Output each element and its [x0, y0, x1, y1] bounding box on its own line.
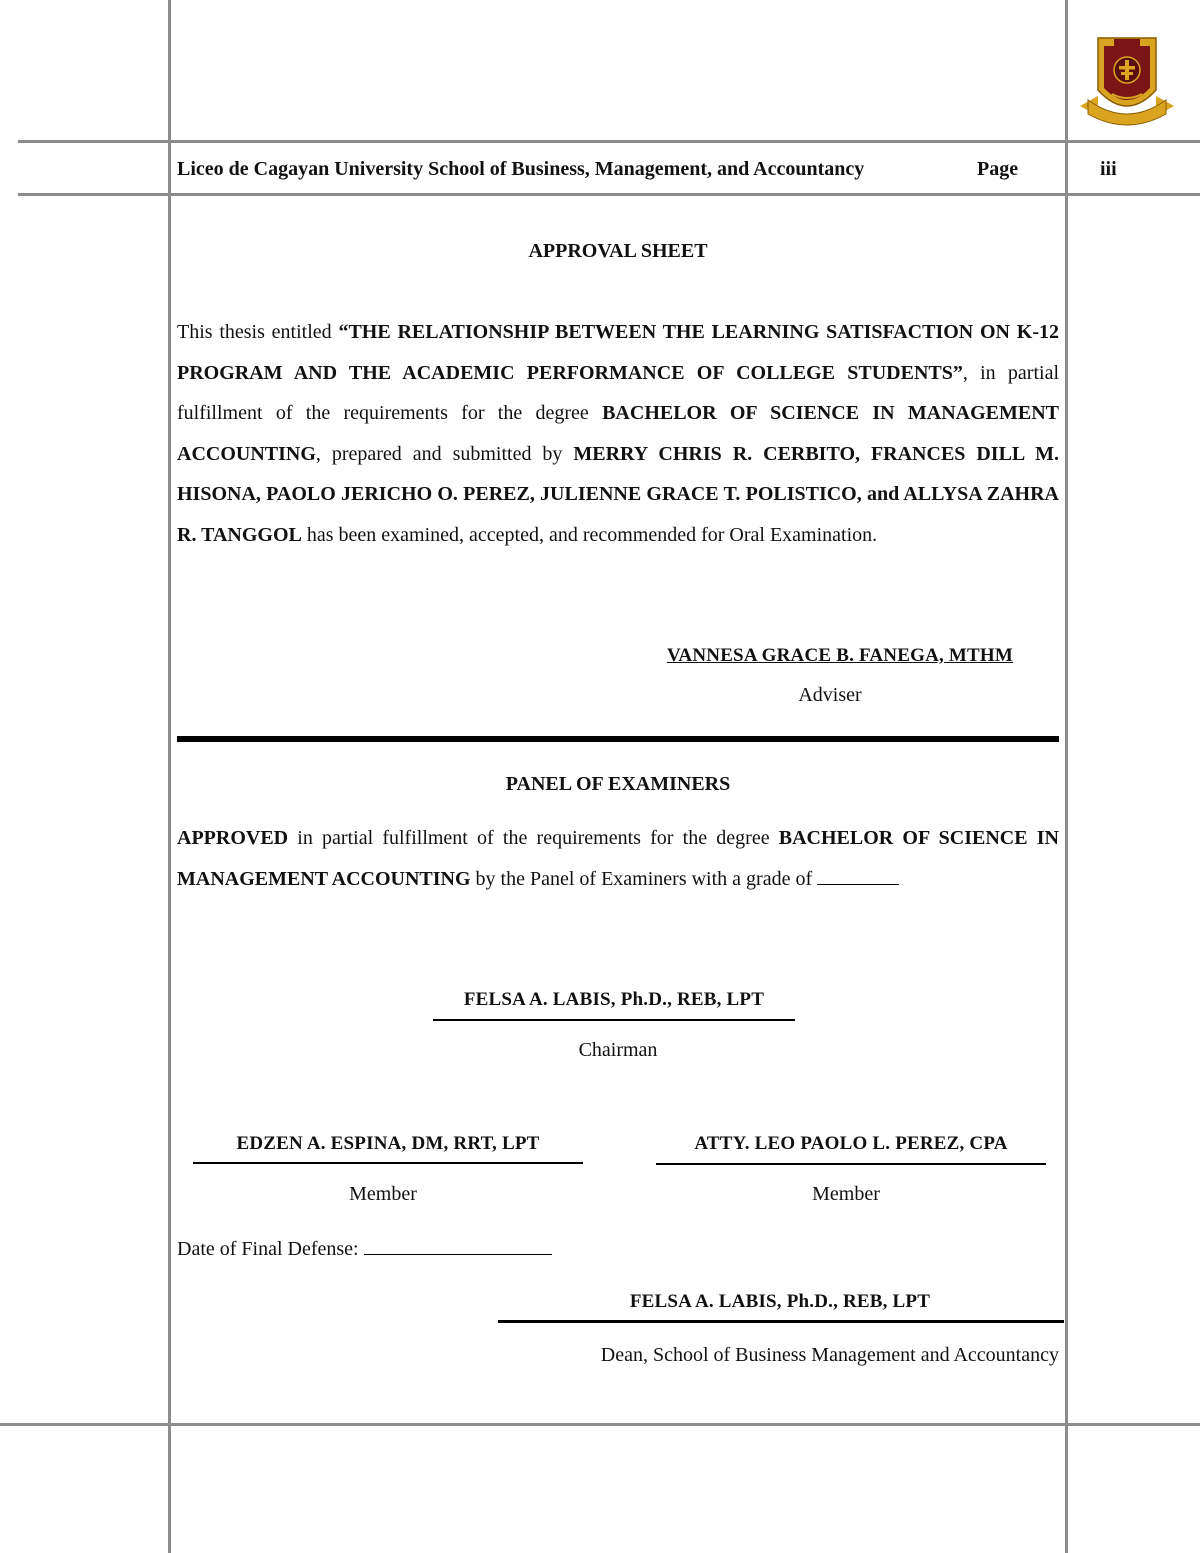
chairman-signature-line: [433, 1019, 795, 1021]
header-bottom-line: [18, 193, 1200, 196]
thesis-title: “THE RELATIONSHIP BETWEEN THE LEARNING SATISFACTION ON K-12 PROGRAM AND THE ACADEMIC PERFORMANCE OF COLLEGE STUDENTS”: [177, 321, 1059, 384]
approval-text-3: , prepared and submitted by: [315, 442, 574, 465]
panel-text-1: in partial fulfillment of the requirements for the degree: [288, 827, 779, 849]
approved-label: APPROVED: [177, 827, 289, 849]
defense-date-row: [177, 1238, 552, 1261]
panel-degree-name: BACHELOR OF SCIENCE IN MANAGEMENT ACCOUNTING: [177, 827, 1059, 890]
member2-signature-line: [656, 1163, 1046, 1165]
header-top-line: [18, 140, 1200, 143]
approval-paragraph: [177, 312, 1059, 555]
header-page-number: iii: [1100, 158, 1117, 180]
grade-blank[interactable]: [817, 884, 899, 885]
dean-signature-line: [498, 1320, 1064, 1323]
approval-text-1: This thesis entitled: [177, 321, 339, 343]
adviser-role: Adviser: [798, 684, 862, 706]
degree-name: BACHELOR OF SCIENCE IN MANAGEMENT ACCOUNTING: [177, 402, 1059, 465]
member2-role: Member: [812, 1183, 880, 1205]
university-seal-icon: [1078, 36, 1176, 128]
member1-name: EDZEN A. ESPINA, DM, RRT, LPT: [236, 1133, 540, 1154]
defense-date-blank[interactable]: [364, 1254, 552, 1255]
member1-role: Member: [349, 1183, 417, 1205]
author-names: MERRY CHRIS R. CERBITO, FRANCES DILL M. HISONA, PAOLO JERICHO O. PEREZ, JULIENNE GRACE T. POLISTICO, and ALLYSA ZAHRA R. TANGGOL: [177, 442, 1059, 546]
dean-name: FELSA A. LABIS, Ph.D., REB, LPT: [629, 1291, 931, 1312]
header-page-label: Page: [977, 158, 1019, 180]
member2-name: ATTY. LEO PAOLO L. PEREZ, CPA: [694, 1133, 1008, 1154]
approval-text-2: , in partial fulfillment of the requirements for the degree: [177, 361, 1060, 424]
approval-text-4: has been examined, accepted, and recommended for Oral Examination.: [301, 523, 878, 546]
footer-line: [0, 1423, 1200, 1426]
panel-title: PANEL OF EXAMINERS: [505, 773, 731, 795]
frame-right-line: [1065, 0, 1068, 1553]
chairman-role: Chairman: [578, 1039, 658, 1061]
approval-title: APPROVAL SHEET: [528, 240, 708, 262]
adviser-name: VANNESA GRACE B. FANEGA, MTHM: [666, 645, 1014, 666]
frame-left-line: [168, 0, 171, 1553]
defense-date-label: Date of Final Defense:: [177, 1238, 364, 1260]
panel-text-2: by the Panel of Examiners with a grade of: [470, 867, 818, 890]
section-divider: [177, 736, 1059, 742]
chairman-name: FELSA A. LABIS, Ph.D., REB, LPT: [463, 989, 765, 1010]
panel-paragraph: [177, 818, 1059, 899]
dean-role: Dean, School of Business Management and Accountancy: [600, 1344, 1059, 1366]
header-institution: Liceo de Cagayan University School of Business, Management, and Accountancy: [177, 158, 865, 180]
member1-signature-line: [193, 1162, 583, 1164]
